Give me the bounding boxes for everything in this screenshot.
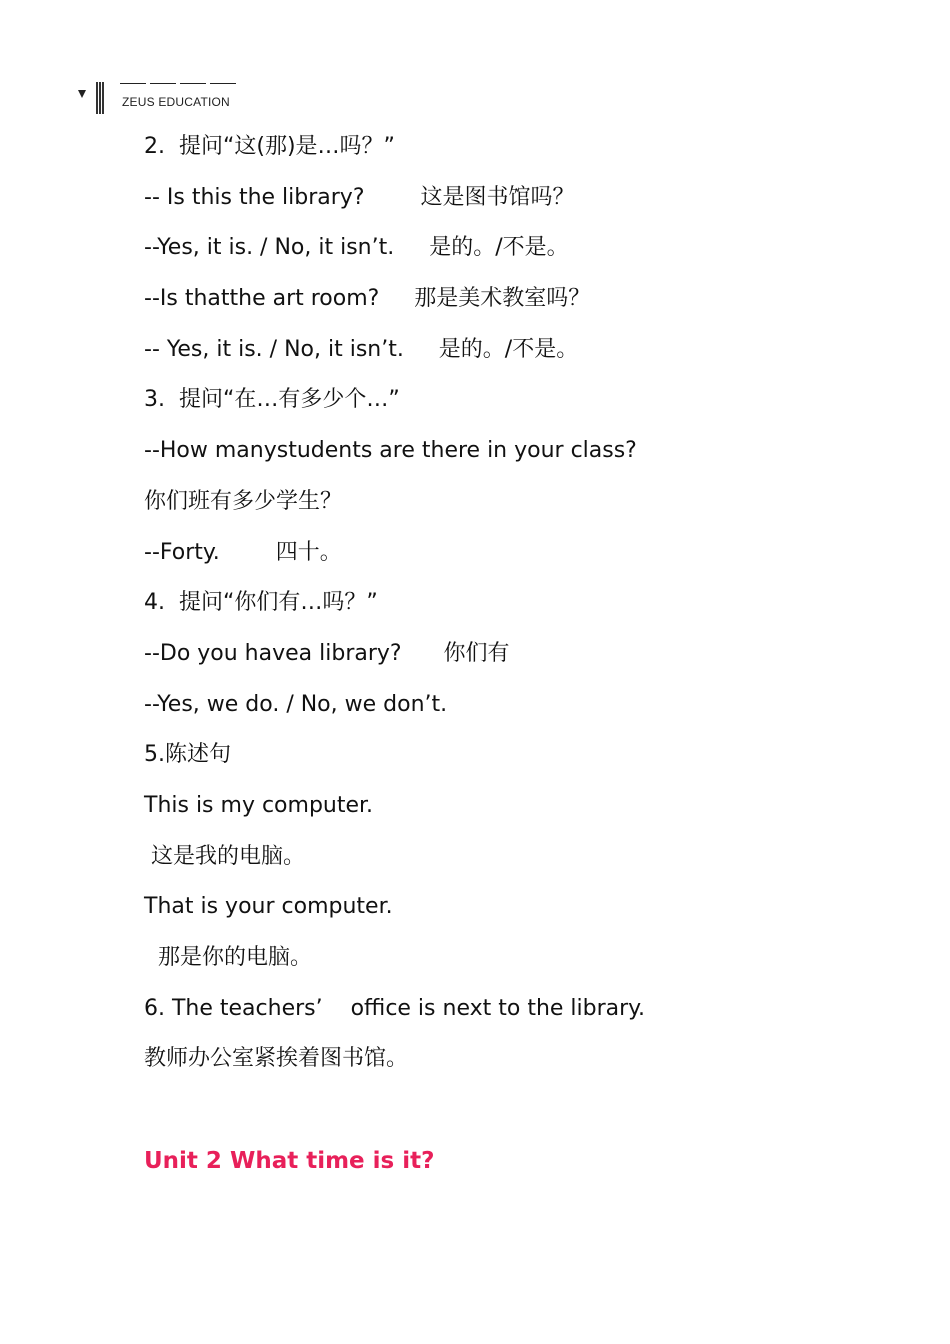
section-heading: Unit 2 What time is it?: [144, 1147, 435, 1174]
example-answer-forty: --Forty. 四十。: [144, 539, 342, 565]
logo-mark-icon: [78, 82, 108, 114]
point-3-title: 3. 提问“在…有多少个…”: [144, 387, 400, 413]
spacer: [144, 1085, 904, 1136]
statement-that-computer: That is your computer.: [144, 894, 393, 920]
example-question-students: --How manystudents are there in your class?: [144, 438, 637, 464]
point-6-sentence: 6. The teachers’ office is next to the library.: [144, 995, 646, 1021]
document-body: [144, 122, 904, 1186]
logo-title-cropped: [120, 74, 240, 84]
example-question-library: -- Is this the library? 这是图书馆吗？: [144, 184, 575, 210]
example-answer-we-do: --Yes, we do. / No, we don’t.: [144, 691, 448, 717]
point-4-title: 4. 提问“你们有…吗？”: [144, 590, 378, 616]
example-question-art-room: --Is thatthe art room? 那是美术教室吗？: [144, 286, 591, 312]
statement-this-computer: This is my computer.: [144, 792, 374, 818]
point-2-title: 2. 提问“这(那)是…吗？”: [144, 134, 395, 159]
translation-this-computer: 这是我的电脑。: [144, 843, 305, 869]
translation-that-computer: 那是你的电脑。: [144, 945, 312, 970]
translation-students: 你们班有多少学生？: [144, 488, 343, 514]
example-answer-2: -- Yes, it is. / No, it isn’t. 是的。/不是。: [144, 336, 579, 362]
example-question-have-library: --Do you havea library? 你们有: [144, 640, 510, 666]
translation-teachers-office: 教师办公室紧挨着图书馆。: [144, 1046, 409, 1072]
logo-subtitle: ZEUS EDUCATION: [122, 95, 230, 109]
point-5-title: 5.陈述句: [144, 742, 231, 768]
logo-title-glyphs: [120, 79, 240, 84]
example-answer-1: --Yes, it is. / No, it isn’t. 是的。/不是。: [144, 235, 569, 261]
zeus-education-logo: [78, 74, 248, 114]
